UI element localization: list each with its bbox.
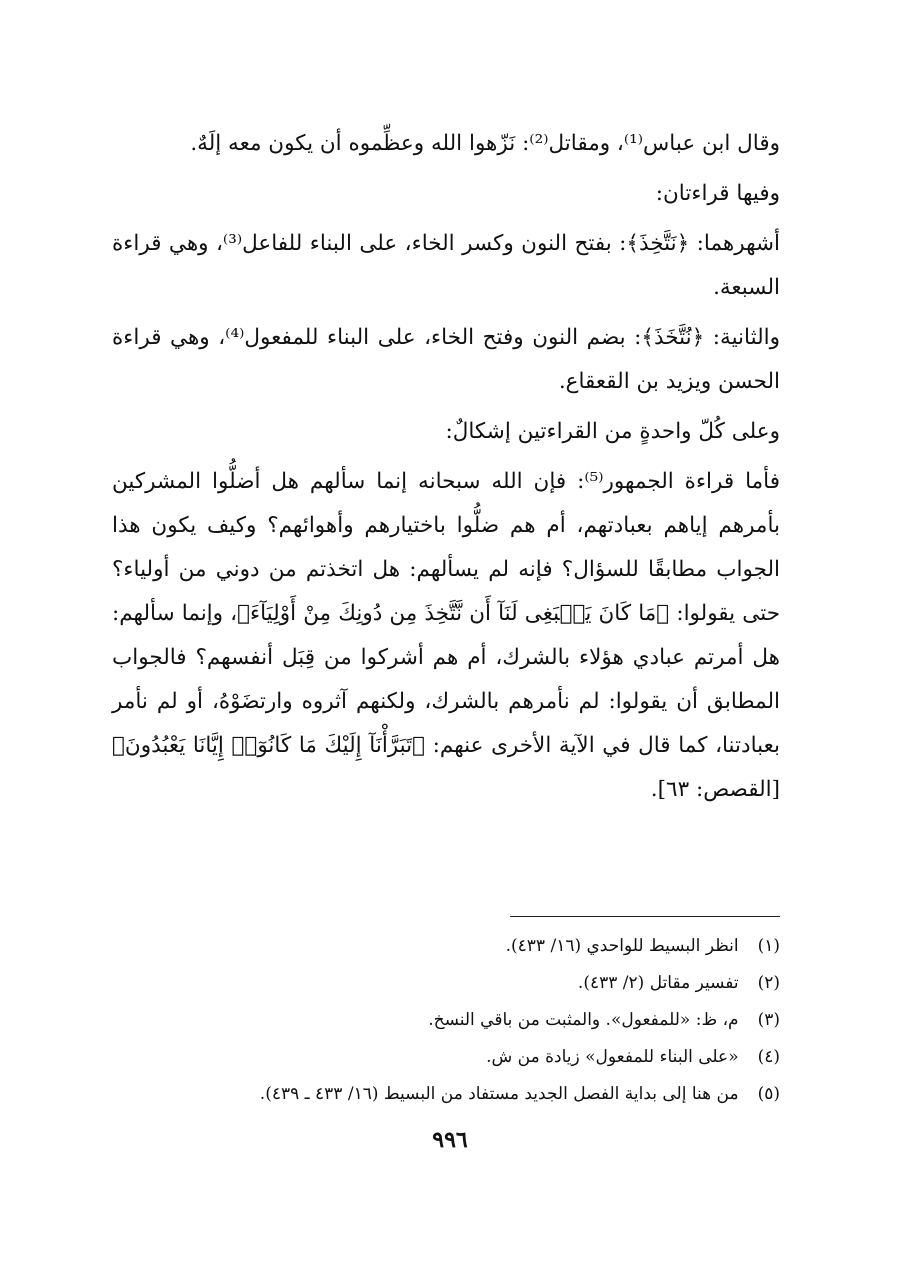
- footnote-number: (١): [757, 936, 780, 956]
- footnote-text: انظر البسيط للواحدي (١٦/ ٤٣٣).: [505, 936, 739, 956]
- footnote-separator: [510, 916, 780, 917]
- footnote-text: من هنا إلى بداية الفصل الجديد مستفاد من البسيط (١٦/ ٤٣٣ ـ ٤٣٩).: [259, 1084, 739, 1104]
- footnote-5: [112, 1076, 780, 1113]
- paragraph-5: وعلى كُلّ واحدةٍ من القراءتين إشكالٌ:: [445, 419, 780, 444]
- footnote-number: (٤): [757, 1047, 780, 1067]
- paragraph-2: وفيها قراءتان:: [655, 181, 780, 206]
- footnote-number: (٢): [757, 973, 780, 993]
- paragraph-3: أشهرهما: ﴿نَتَّخِذَ﴾: بفتح النون وكسر الخاء، على البناء للفاعل⁽³⁾، وهي قراءة السبعة.: [112, 231, 780, 300]
- footnote-number: (٥): [757, 1084, 780, 1104]
- footnote-2: [112, 965, 780, 1002]
- paragraph-1: وقال ابن عباس⁽¹⁾، ومقاتل⁽²⁾: نَزّهوا الله وعظِّموه أن يكون معه إلَهٌ.: [190, 131, 780, 156]
- main-text: [112, 122, 780, 812]
- paragraph-6: فأما قراءة الجمهور⁽⁵⁾: فإن الله سبحانه إنما سألهم هل أضلُّوا المشركين بأمرهم إياهم بعبادتهم، أم هم ضلُّوا باختيارهم وأهوائهم؟ وكيف يكون هذا الجواب مطابقًا للسؤال؟ فإنه لم يسألهم: هل اتخذتم من دوني من أولياء؟ حتى يقولوا: ﴿مَا كَانَ يَنۢبَغِى لَنَآ أَن نَّتَّخِذَ مِن دُونِكَ مِنْ أَوْلِيَآءَ﴾، وإنما سألهم: هل أمرتم عبادي هؤلاء بالشرك، أم هم أشركوا من قِبَل أنفسهم؟ فالجواب المطابق أن يقولوا: لم نأمرهم بالشرك، ولكنهم آثروه وارتضَوْهُ، أو لم نأمر بعبادتنا، كما قال في الآية الأخرى عنهم: ﴿تَبَرَّأْنَآ إِلَيْكَ مَا كَانُوٓا۟ إِيَّانَا يَعْبُدُونَ﴾ [القصص: ٦٣].: [112, 469, 780, 802]
- footnote-1: [112, 928, 780, 965]
- footnote-4: [112, 1039, 780, 1076]
- footnote-text: «على البناء للمفعول» زيادة من ش.: [486, 1047, 739, 1067]
- page-number: ٩٩٦: [432, 1127, 468, 1153]
- footnote-number: (٣): [757, 1010, 780, 1030]
- footnote-text: تفسير مقاتل (٢/ ٤٣٣).: [577, 973, 739, 993]
- footnotes: [112, 928, 780, 1113]
- paragraph-4: والثانية: ﴿نُتَّخَذَ﴾: بضم النون وفتح الخاء، على البناء للمفعول⁽⁴⁾، وهي قراءة الحسن ويزيد بن القعقاع.: [112, 325, 780, 394]
- footnote-text: م، ظ: «للمفعول». والمثبت من باقي النسخ.: [428, 1010, 739, 1030]
- footnote-3: [112, 1002, 780, 1039]
